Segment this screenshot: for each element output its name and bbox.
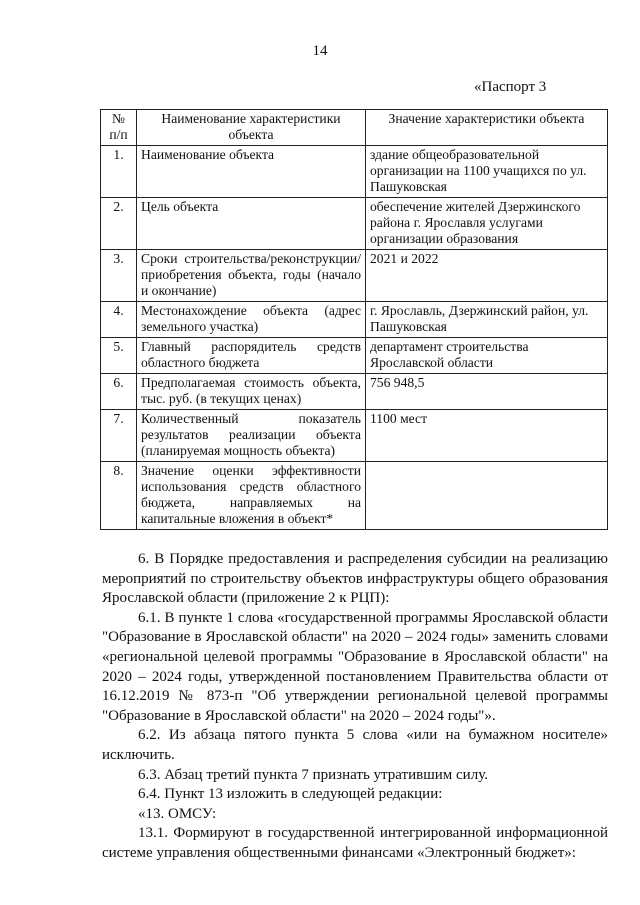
row-number: 4. <box>101 302 137 338</box>
row-number: 3. <box>101 250 137 302</box>
row-value <box>366 462 608 530</box>
row-name: Местонахождение объекта (адрес земельного участка) <box>137 302 366 338</box>
table-row <box>101 250 608 302</box>
row-value: 2021 и 2022 <box>366 250 608 302</box>
row-name: Количественный показатель результатов реализации объекта (планируемая мощность объекта) <box>137 410 366 462</box>
paragraph: 6. В Порядке предоставления и распределения субсидии на реализацию мероприятий по строительству объектов инфраструктуры общего образования Ярославской области (приложение 2 к РЦП): <box>102 551 608 607</box>
table-row <box>101 198 608 250</box>
row-name: Наименование объекта <box>137 146 366 198</box>
page-number: 14 <box>312 43 328 59</box>
table-row <box>101 374 608 410</box>
passport-table <box>100 109 608 530</box>
paragraph: 6.1. В пункте 1 слова «государственной программы Ярославской области "Образование в Ярославской области" на 2020 – 2024 годы» заменить словами «региональной целевой программы "Образование в Ярославской области" на 2020 – 2024 годы, утвержденной постановлением Правительства области от 16.12.2019 № 873-п "Об утверждении региональной целевой программы "Образование в Ярославской области" на 2020 – 2024 годы"». <box>102 609 608 724</box>
paragraph: 13.1. Формируют в государственной интегрированной информационной системе управления общественными финансами «Электронный бюджет»: <box>102 825 608 861</box>
row-number: 2. <box>101 198 137 250</box>
row-name: Значение оценки эффективности использования средств областного бюджета, направляемых на капитальные вложения в объект* <box>137 462 366 530</box>
table-row <box>101 462 608 530</box>
table-row <box>101 338 608 374</box>
row-number: 7. <box>101 410 137 462</box>
header-characteristic-value: Значение характеристики объекта <box>366 110 608 146</box>
paragraph: 6.3. Абзац третий пункта 7 признать утратившим силу. <box>138 766 488 783</box>
row-name: Цель объекта <box>137 198 366 250</box>
row-number: 6. <box>101 374 137 410</box>
row-value: 1100 мест <box>366 410 608 462</box>
row-name: Сроки строительства/реконструкции/ приобретения объекта, годы (начало и окончание) <box>137 250 366 302</box>
row-number: 5. <box>101 338 137 374</box>
row-value: г. Ярославль, Дзержинский район, ул. Пашуковская <box>366 302 608 338</box>
paragraph: 6.4. Пункт 13 изложить в следующей редакции: <box>138 786 443 803</box>
row-value: департамент строительства Ярославской области <box>366 338 608 374</box>
row-name: Предполагаемая стоимость объекта, тыс. руб. (в текущих ценах) <box>137 374 366 410</box>
passport-label: «Паспорт 3 <box>474 79 547 95</box>
row-value: 756 948,5 <box>366 374 608 410</box>
header-number: № п/п <box>101 110 137 146</box>
paragraph: «13. ОМСУ: <box>138 805 217 822</box>
row-number: 8. <box>101 462 137 530</box>
row-value: обеспечение жителей Дзержинского района г. Ярославля услугами организации образования <box>366 198 608 250</box>
row-number: 1. <box>101 146 137 198</box>
table-row <box>101 302 608 338</box>
table-header-row <box>101 110 608 146</box>
row-value: здание общеобразовательной организации на 1100 учащихся по ул. Пашуковская <box>366 146 608 198</box>
header-characteristic-name: Наименование характеристики объекта <box>137 110 366 146</box>
document-body <box>102 550 608 864</box>
paragraph: 6.2. Из абзаца пятого пункта 5 слова «или на бумажном носителе» исключить. <box>102 727 608 763</box>
row-name: Главный распорядитель средств областного бюджета <box>137 338 366 374</box>
table-row <box>101 410 608 462</box>
table-row <box>101 146 608 198</box>
